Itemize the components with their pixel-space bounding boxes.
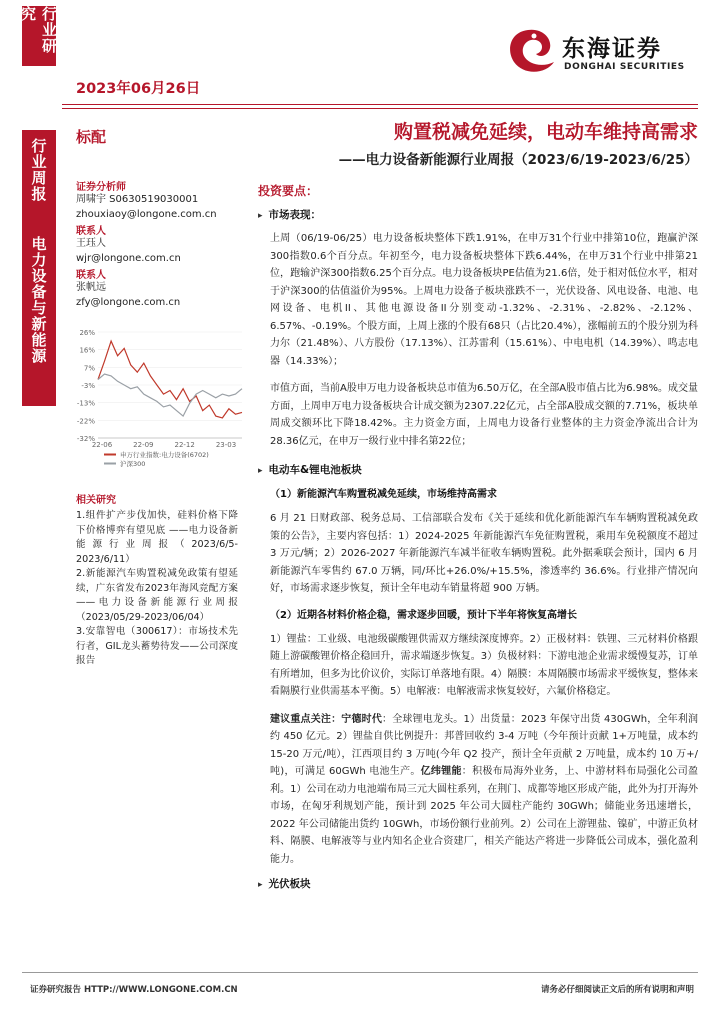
x-tick-label: 22-09 bbox=[133, 441, 154, 449]
analyst-name: 周啸宇 S0630519030001 bbox=[76, 194, 199, 205]
section-pv: ▸ 光伏板块 bbox=[258, 878, 311, 890]
header-rule bbox=[62, 104, 698, 105]
x-tick-label: 23-03 bbox=[215, 441, 237, 449]
legend-label: 申万行业指数:电力设备(6702) bbox=[120, 451, 209, 459]
y-tick-label: -3% bbox=[81, 382, 95, 390]
y-tick-label: -22% bbox=[76, 417, 95, 426]
invest-title: 投资要点： bbox=[258, 184, 319, 198]
logo-cn: 东海证券 bbox=[562, 36, 662, 62]
section-market: ▸ 市场表现： bbox=[258, 209, 322, 221]
contact-email: zfy@longone.com.cn bbox=[76, 296, 181, 308]
main-content bbox=[258, 182, 698, 891]
related-research bbox=[76, 491, 238, 669]
related-item[interactable]: 3.安靠智电（300617）：市场技术先行者，GIL龙头蓄势待发——公司深度报告 bbox=[76, 626, 238, 666]
y-tick-label: -13% bbox=[76, 399, 95, 408]
x-tick-label: 22-06 bbox=[91, 441, 113, 449]
report-date: 2023年06月26日 bbox=[76, 81, 201, 97]
page-title: 购置税减免延续，电动车维持高需求 bbox=[393, 121, 698, 143]
triangle-bullet-icon: ▸ bbox=[258, 466, 263, 476]
related-label: 相关研究 bbox=[76, 495, 116, 506]
rating: 标配 bbox=[76, 128, 107, 146]
para-market-2: 市值方面，当前A股申万电力设备板块总市值为6.50万亿，在全部A股市值占比为6.98%。成交量方面，上周申万电力设备板块合计成交额为2307.22亿元，占全部A股成交额的7.71%，板块单周成交额环比下降18.42%。主力资金方面，上周电力设备行业整体的主力资金净流出合计为28.36亿元，在申万一级行业中排名第22位； bbox=[270, 383, 698, 447]
footer-rule bbox=[22, 972, 698, 973]
dragon-logo-icon bbox=[500, 22, 562, 80]
section-ev: ▸ 电动车&锂电池板块 bbox=[258, 464, 362, 476]
analyst-email: zhouxiaoy@longone.com.cn bbox=[76, 208, 217, 220]
focus-label: 建议重点关注： bbox=[270, 713, 342, 725]
series-line bbox=[98, 374, 242, 416]
related-item[interactable]: 1.组件扩产步伐加快，硅料价格下降 下价格博弈有望见底 ——电力设备新能源行业周报（2023/6/5-2023/6/11） bbox=[76, 510, 238, 565]
side-tab-industry-research: 行业研究 bbox=[22, 6, 56, 66]
legend-label: 沪深300 bbox=[120, 460, 146, 468]
footer-right: 请务必仔细阅读正文后的所有说明和声明 bbox=[540, 985, 694, 995]
triangle-bullet-icon: ▸ bbox=[258, 211, 263, 221]
company-catl: 宁德时代 bbox=[341, 713, 383, 725]
triangle-bullet-icon: ▸ bbox=[258, 880, 263, 890]
contact-label: 联系人 bbox=[76, 270, 106, 281]
footer-left: 证券研究报告 HTTP://WWW.LONGONE.COM.CN bbox=[30, 985, 238, 995]
para-ev-2: 1）锂盐：工业级、电池级碳酸锂供需双方继续深度博弈。2）正极材料：铁锂、三元材料价格跟随上游碳酸锂价格企稳回升，需求端逐步恢复。3）负极材料：下游电池企业需求缓慢复苏，订单有所增加，但多为比价议价，实际订单落地有限。4）隔膜：本周隔膜市场需求平缓恢复，整体来看隔膜行业供需基本平衡。5）电解液：电解液需求恢复较好，六氟价格稳定。 bbox=[270, 633, 698, 697]
para-ev-1: 6 月 21 日财政部、税务总局、工信部联合发布《关于延续和优化新能源汽车车辆购置税减免政策的公告》，主要内容包括：1）2024-2025 年新能源汽车免征购置税，乘用车免税额度不超过 3 万元/辆；2）2026-2027 年新能源汽车减半征收车辆购置税。此外据乘联会预计，国内 6 月新能源汽车零售约 67.0 万辆，同/环比+26.0%/+15.5%，渗透率约 36.6%。行业排产情况向好，市场需求逐步恢复，预计全年电动车销量将超 900 万辆。 bbox=[270, 513, 698, 594]
series-line bbox=[98, 341, 242, 418]
side-tab-sector: 电力设备与新能源 bbox=[22, 228, 56, 406]
para-ev-3: 建议重点关注：宁德时代：全球锂电龙头。1）出货量：2023 年保守出货 430GWh，全年利润约 450 亿元。2）锂盐自供比例提升：邦普回收约 3-4 万吨（今年预计贡献 1+万吨量，成本约 15-20 万元/吨），江西项目约 3 万吨(今年 Q2 投产，预计全年贡献 2 万吨量，成本约 10 万+/吨)，可满足 60GWh 电池生产。亿纬锂能：积极布局海外业务，上、中游材料布局强化公司盈利。1）公司在动力电池端布局三元大圆柱系列，在荆门、成都等地区形成产能，此外为打开海外市场，在匈牙利规划产能，预计到 2025 年公司大圆柱产能约 30GWh；储能业务迅速增长，2022 年公司储能出货约 10GWh，市场份额行业前列。2）公司在上游锂盐、镍矿，中游正负材料、隔膜、电解液等与业内知名企业合资建厂，相关产能达产将进一步降低公司成本，强化盈利能力。 bbox=[270, 713, 699, 865]
contact-name: 张帆远 bbox=[76, 282, 106, 293]
y-tick-label: 16% bbox=[79, 346, 95, 355]
contact-label: 联系人 bbox=[76, 226, 106, 237]
company-eve: 亿纬锂能 bbox=[420, 766, 462, 777]
y-tick-label: 7% bbox=[83, 364, 95, 373]
subhead-2: （2）近期各材料价格企稳，需求逐步回暖，预计下半年将恢复高增长 bbox=[270, 609, 577, 621]
header-rule-2 bbox=[62, 108, 698, 109]
y-tick-label: 26% bbox=[79, 329, 95, 337]
logo bbox=[500, 22, 700, 82]
x-tick-label: 22-12 bbox=[174, 441, 195, 449]
contact-email: wjr@longone.com.cn bbox=[76, 252, 181, 264]
page-subtitle: ——电力设备新能源行业周报（2023/6/19-2023/6/25） bbox=[338, 152, 698, 168]
y-tick-label: -32% bbox=[76, 435, 95, 443]
performance-chart bbox=[70, 324, 248, 484]
analyst-label: 证券分析师 bbox=[76, 182, 126, 193]
analyst-block bbox=[76, 178, 246, 310]
side-tab-industry-weekly: 行业周报 bbox=[22, 130, 56, 230]
related-item[interactable]: 2.新能源汽车购置税减免政策有望延续，广东省发布2023年海风竞配方案 ——电力设备新能源行业周报（2023/05/29-2023/06/04） bbox=[76, 568, 238, 623]
para-market-1: 上周（06/19-06/25）电力设备板块整体下跌1.91%，在申万31个行业中排第10位，跑赢沪深300指数0.6个百分点。年初至今，电力设备板块整体下跌6.44%，在申万31个行业中排第21位，跑输沪深300指数6.25个百分点。电力设备板块PE估值为21.6倍，处于相对低位水平，相对于沪深300的估值溢价为95%。上周电力设备子板块涨跌不一，光伏设备、风电设备、电池、电网设备、电机II、其他电源设备II分别变动-1.32%、-2.31%、-2.82%、-2.12%、6.57%、-0.19%。个股方面，上周上涨的个股有68只（占比20.4%），涨幅前五的个股分别为科力尔（21.48%）、八方股份（17.13%）、江苏雷利（15.61%）、中电电机（14.39%）、鸣志电器（14.33%）； bbox=[270, 233, 698, 367]
subhead-1: （1）新能源汽车购置税减免延续，市场维持高需求 bbox=[270, 489, 497, 500]
logo-en: DONGHAI SECURITIES bbox=[564, 62, 685, 72]
contact-name: 王珏人 bbox=[76, 238, 106, 249]
